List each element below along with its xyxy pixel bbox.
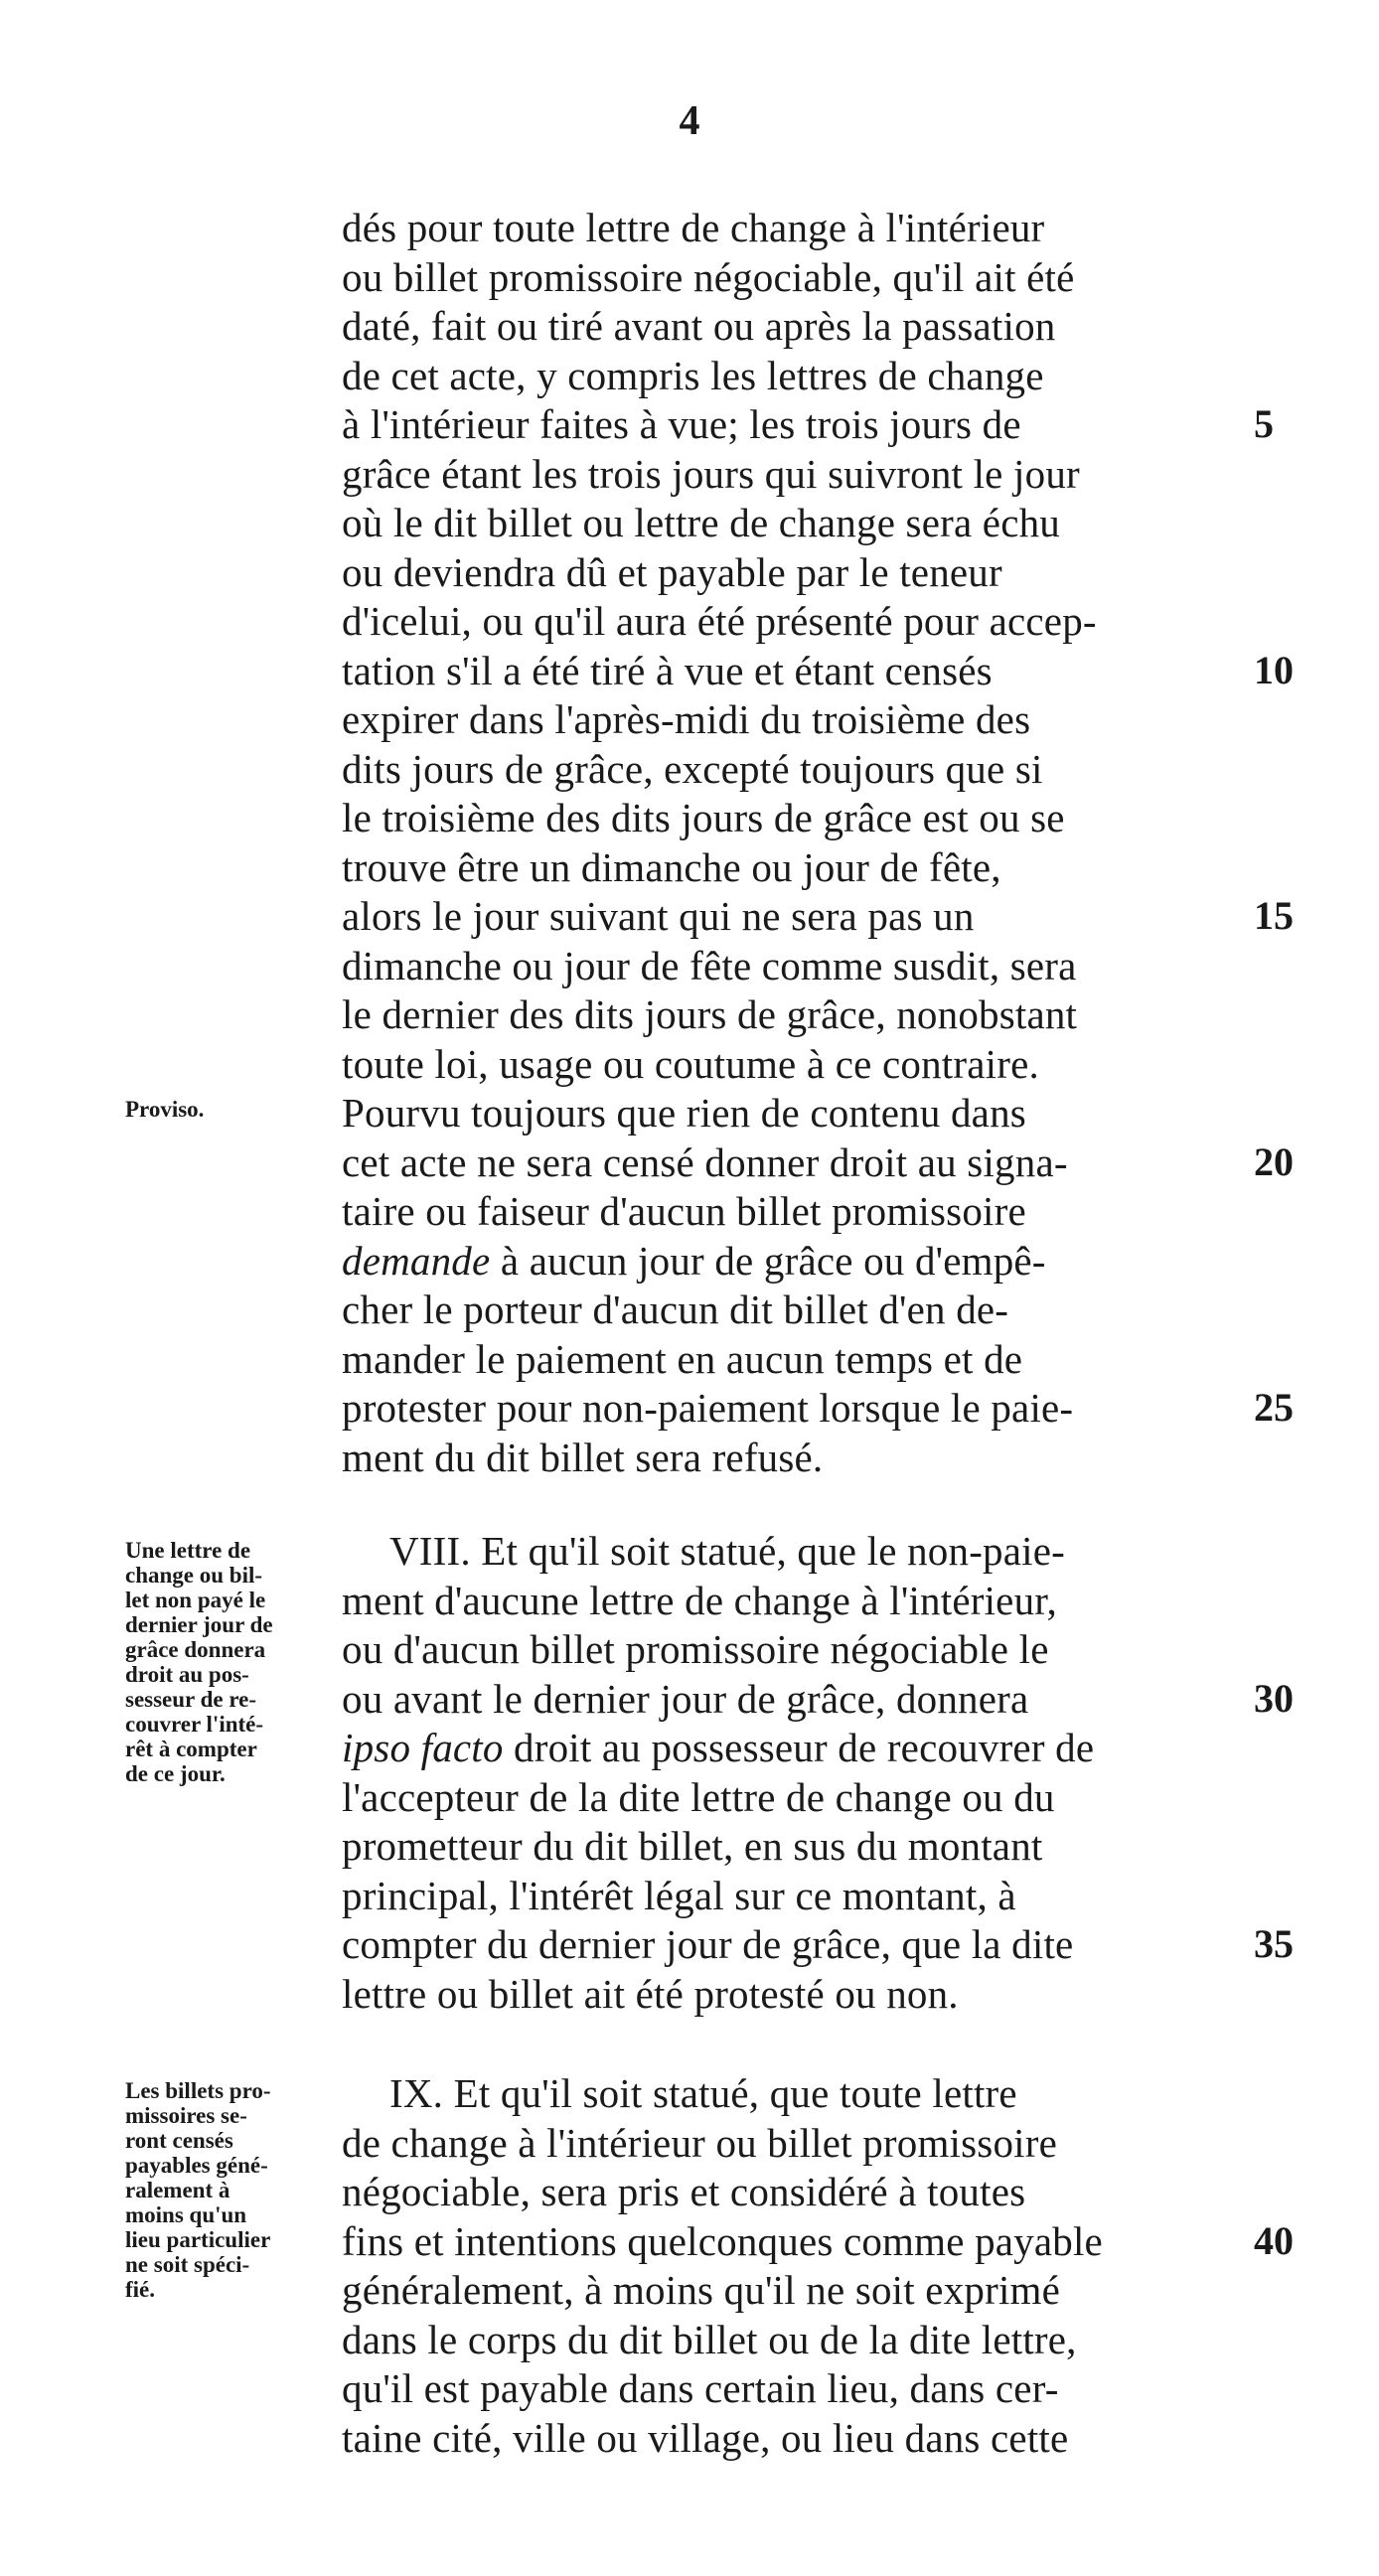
- text-line: ment du dit billet sera refusé.: [342, 1435, 824, 1480]
- margin-note-line: Les billets pro-: [125, 2078, 271, 2103]
- text-segment: droit au possesseur de recouvrer de: [503, 1725, 1095, 1770]
- section-number: IX.: [389, 2070, 444, 2116]
- text-line: daté, fait ou tiré avant ou après la passation: [342, 303, 1056, 349]
- text-segment: Et qu'il soit statué, que toute lettre: [443, 2070, 1017, 2116]
- text-line: ou avant le dernier jour de grâce, donnera: [342, 1676, 1029, 1722]
- margin-note-line: moins qu'un: [125, 2202, 247, 2227]
- text-line: expirer dans l'après-midi du troisième des: [342, 696, 1031, 742]
- margin-note-line: droit au pos-: [125, 1662, 249, 1687]
- text-line: négociable, sera pris et considéré à toutes: [342, 2169, 1026, 2214]
- margin-note-line: de ce jour.: [125, 1761, 226, 1786]
- margin-note-line: ralement à: [125, 2178, 230, 2202]
- text-line: compter du dernier jour de grâce, que la dite: [342, 1921, 1074, 1967]
- page-number: 4: [679, 98, 700, 144]
- text-line: le dernier des dits jours de grâce, nonobstant: [342, 991, 1078, 1037]
- text-line-italic: [342, 1723, 1236, 1772]
- text-line: cher le porteur d'aucun dit billet d'en de-: [342, 1287, 1009, 1332]
- margin-note-line: ne soit spéci-: [125, 2252, 250, 2277]
- text-line: dans le corps du dit billet ou de la dite lettre,: [342, 2317, 1077, 2362]
- section-ix-first-line: [342, 2068, 1236, 2118]
- text-line: prometteur du dit billet, en sus du montant: [342, 1823, 1043, 1869]
- margin-note-line: couvrer l'inté-: [125, 1712, 264, 1737]
- line-number: 20: [1254, 1139, 1294, 1184]
- margin-note-line: change ou bil-: [125, 1563, 263, 1588]
- margin-note-line: let non payé le: [125, 1588, 266, 1612]
- text-line: grâce étant les trois jours qui suivront le jour: [342, 451, 1080, 497]
- margin-note-section-ix: [125, 2078, 271, 2302]
- text-line: dés pour toute lettre de change à l'intérieur: [342, 205, 1045, 250]
- text-line: principal, l'intérêt légal sur ce montant, à: [342, 1873, 1016, 1918]
- line-number: 30: [1254, 1676, 1294, 1721]
- margin-note-line: payables géné-: [125, 2153, 268, 2178]
- text-line: ou d'aucun billet promissoire négociable le: [342, 1626, 1049, 1672]
- line-number: 10: [1254, 648, 1294, 692]
- margin-note-line: fié.: [125, 2277, 156, 2302]
- text-line-italic: [342, 1236, 1236, 1286]
- line-number: 25: [1254, 1385, 1294, 1430]
- margin-note-line: dernier jour de: [125, 1612, 273, 1637]
- line-number: 15: [1254, 893, 1294, 938]
- margin-note-line: sesseur de re-: [125, 1687, 257, 1712]
- text-line: cet acte ne sera censé donner droit au signa-: [342, 1139, 1068, 1185]
- text-line: ment d'aucune lettre de change à l'intérieur,: [342, 1578, 1057, 1623]
- margin-note-line: Proviso.: [125, 1097, 205, 1122]
- text-line: protester pour non-paiement lorsque le paie-: [342, 1385, 1074, 1431]
- text-line: ou deviendra dû et payable par le teneur: [342, 549, 1002, 595]
- margin-note-line: lieu particulier: [125, 2227, 271, 2252]
- text-line: le troisième des dits jours de grâce est ou se: [342, 795, 1065, 840]
- margin-note-section-viii: [125, 1538, 273, 1786]
- margin-note-proviso: [125, 1097, 204, 1122]
- text-line: mander le paiement en aucun temps et de: [342, 1336, 1023, 1382]
- text-line: toute loi, usage ou coutume à ce contraire.: [342, 1041, 1039, 1087]
- text-line: qu'il est payable dans certain lieu, dans cer-: [342, 2365, 1059, 2411]
- text-line: ou billet promissoire négociable, qu'il ait été: [342, 254, 1075, 300]
- text-line: taine cité, ville ou village, ou lieu dans cette: [342, 2415, 1069, 2461]
- line-number: 5: [1254, 401, 1274, 446]
- text-line: taire ou faiseur d'aucun billet promissoire: [342, 1188, 1026, 1234]
- text-line: alors le jour suivant qui ne sera pas un: [342, 893, 975, 939]
- margin-note-line: rêt à compter: [125, 1737, 257, 1761]
- text-line: trouve être un dimanche ou jour de fête,: [342, 844, 1001, 890]
- text-line: généralement, à moins qu'il ne soit exprimé: [342, 2267, 1061, 2313]
- section-viii-first-line: [342, 1526, 1236, 1576]
- text-line: Pourvu toujours que rien de contenu dans: [342, 1090, 1026, 1136]
- text-line: d'icelui, ou qu'il aura été présenté pour accep-: [342, 598, 1097, 644]
- text-line: à l'intérieur faites à vue; les trois jours de: [342, 401, 1021, 447]
- margin-note-line: Une lettre de: [125, 1538, 251, 1563]
- text-segment: à aucun jour de grâce ou d'empê-: [490, 1238, 1046, 1284]
- text-line: dits jours de grâce, excepté toujours que si: [342, 746, 1043, 792]
- text-line: tation s'il a été tiré à vue et étant censés: [342, 648, 993, 693]
- italic-word: ipso facto: [342, 1725, 504, 1770]
- margin-note-line: ront censés: [125, 2128, 233, 2153]
- text-line: de cet acte, y compris les lettres de change: [342, 353, 1044, 398]
- margin-note-line: grâce donnera: [125, 1637, 266, 1662]
- text-line: dimanche ou jour de fête comme susdit, sera: [342, 943, 1077, 988]
- text-segment: Et qu'il soit statué, que le non-paie-: [470, 1528, 1065, 1574]
- text-line: lettre ou billet ait été protesté ou non.: [342, 1971, 959, 2017]
- section-number: VIII.: [389, 1528, 471, 1574]
- text-line: de change à l'intérieur ou billet promissoire: [342, 2120, 1057, 2166]
- text-line: l'accepteur de la dite lettre de change ou du: [342, 1774, 1055, 1820]
- margin-note-line: missoires se-: [125, 2103, 247, 2128]
- text-line: où le dit billet ou lettre de change sera échu: [342, 500, 1060, 545]
- line-number: 35: [1254, 1921, 1294, 1966]
- italic-word: demande: [342, 1238, 491, 1284]
- text-line: fins et intentions quelconques comme payable: [342, 2218, 1103, 2264]
- line-number: 40: [1254, 2218, 1294, 2263]
